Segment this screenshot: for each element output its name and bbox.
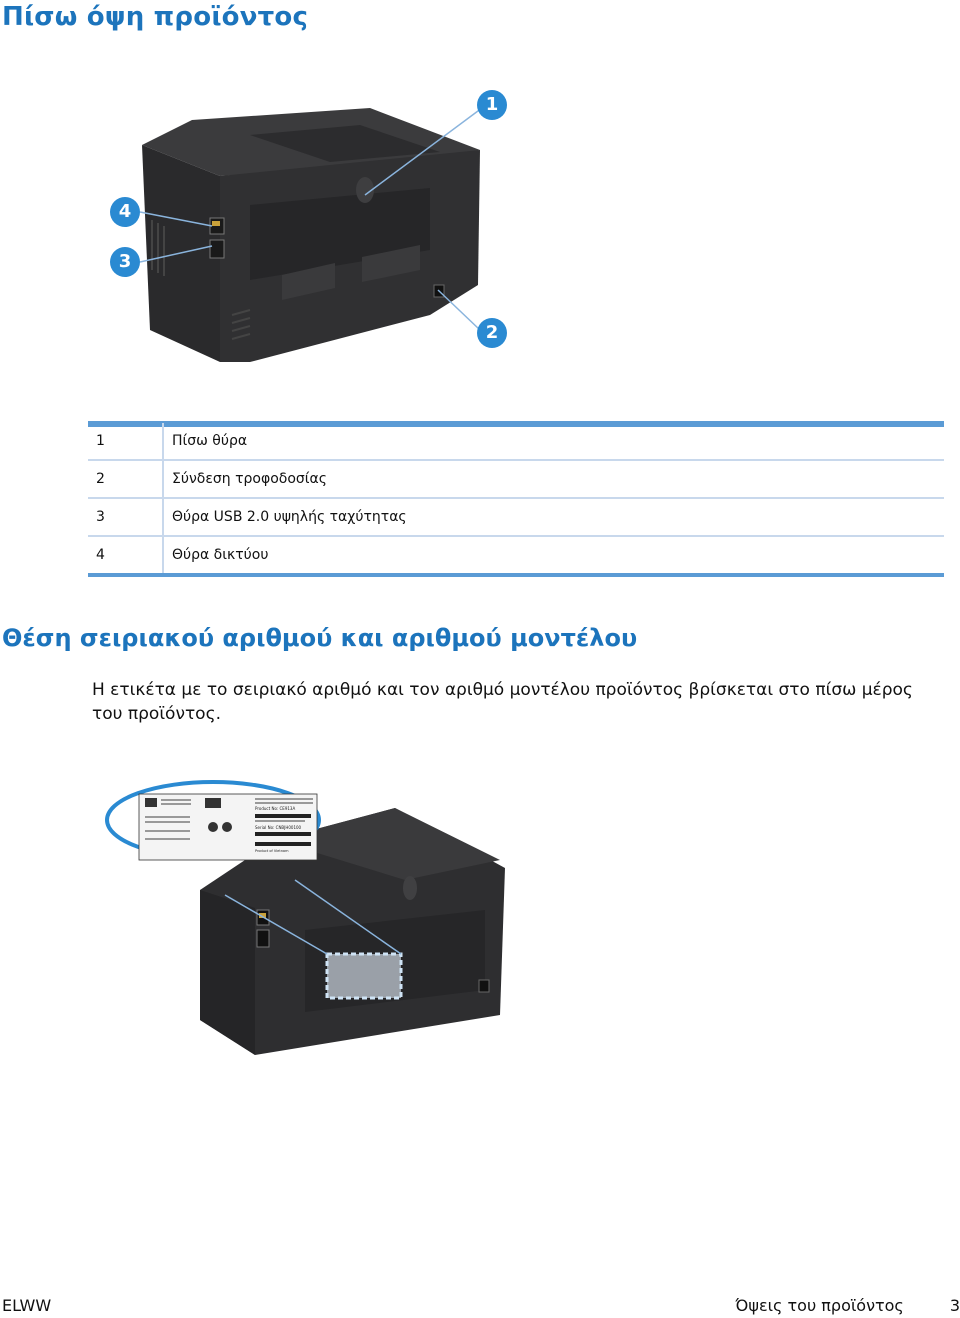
legend-number: 1 xyxy=(88,423,163,460)
legend-row xyxy=(88,536,944,575)
legend-number: 3 xyxy=(88,498,163,536)
callout-1: 1 xyxy=(477,90,507,120)
footer-section: Όψεις του προϊόντος xyxy=(735,1296,904,1315)
legend-row xyxy=(88,460,944,498)
page-title: Πίσω όψη προϊόντος xyxy=(2,2,309,32)
legend-label: Σύνδεση τροφοδοσίας xyxy=(163,460,944,498)
label-product-of: Product of Vietnam xyxy=(255,849,289,853)
legend-number: 4 xyxy=(88,536,163,575)
printer-rear-figure xyxy=(100,80,520,380)
body-paragraph: Η ετικέτα με το σειριακό αριθμό και τον αριθμό μοντέλου προϊόντος βρίσκεται στο πίσω μέρος του προϊόντος. xyxy=(92,680,913,724)
legend-label: Θύρα δικτύου xyxy=(163,536,944,575)
callout-2: 2 xyxy=(477,318,507,348)
label-location-figure xyxy=(105,780,525,1070)
legend-row xyxy=(88,498,944,536)
legend-row xyxy=(88,423,944,460)
footer-left: ELWW xyxy=(2,1296,52,1315)
page-number: 3 xyxy=(949,1296,960,1315)
label-product-no: Product No: CE913A xyxy=(255,806,296,811)
footer-right xyxy=(735,1296,960,1315)
legend-table xyxy=(88,423,944,577)
section-heading: Θέση σειριακού αριθμού και αριθμού μοντέλου xyxy=(2,624,638,652)
label-serial-no: Serial No: CNBJH00100 xyxy=(255,825,302,830)
legend-label: Θύρα USB 2.0 υψηλής ταχύτητας xyxy=(163,498,944,536)
legend-number: 2 xyxy=(88,460,163,498)
callout-4: 4 xyxy=(110,197,140,227)
legend-label: Πίσω θύρα xyxy=(163,423,944,460)
callout-3: 3 xyxy=(110,247,140,277)
